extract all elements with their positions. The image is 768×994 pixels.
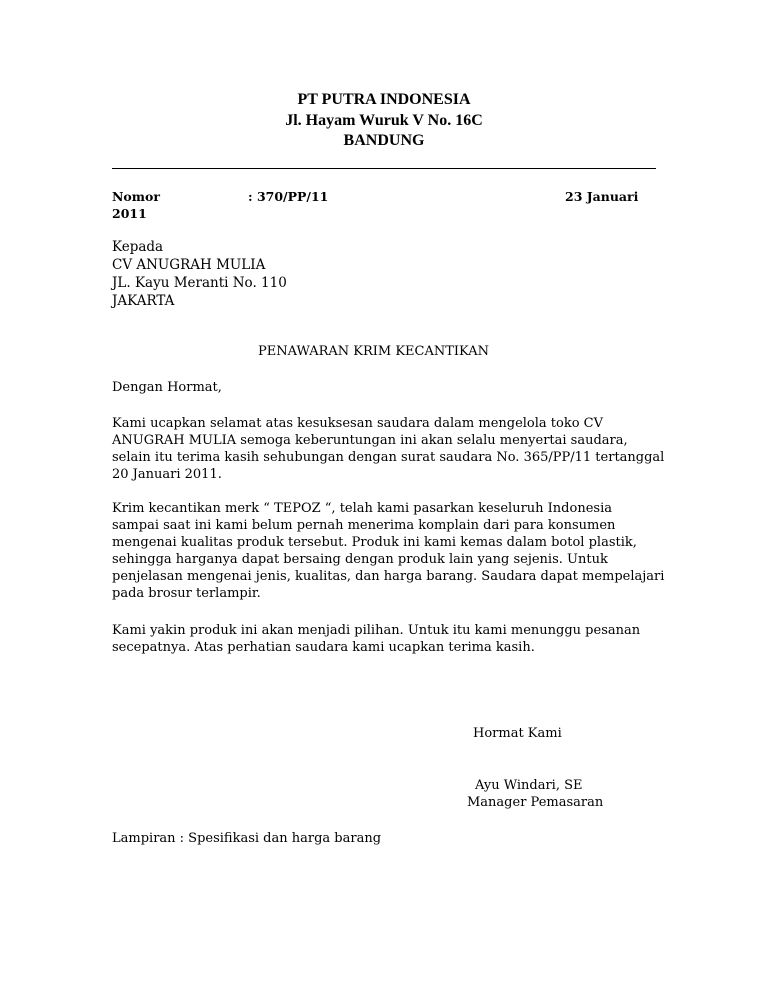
- company-street: Jl. Hayam Wuruk V No. 16C: [285, 111, 483, 129]
- paragraph-line: Krim kecantikan merk “ TEPOZ “, telah kami pasarkan keseluruh Indonesia: [112, 501, 612, 516]
- body-paragraph-2: [112, 500, 665, 602]
- recipient-to-label: Kepada: [112, 239, 164, 255]
- recipient-address: [112, 238, 287, 310]
- letter-date-year: 2011: [112, 206, 147, 221]
- paragraph-line: sehingga harganya dapat bersaing dengan produk lain yang sejenis. Untuk: [112, 552, 608, 567]
- letterhead: [112, 90, 656, 152]
- recipient-street: JL. Kayu Meranti No. 110: [112, 275, 287, 291]
- paragraph-line: 20 Januari 2011.: [112, 467, 222, 482]
- recipient-name: CV ANUGRAH MULIA: [112, 257, 266, 273]
- paragraph-line: selain itu terima kasih sehubungan dengan surat saudara No. 365/PP/11 tertanggal: [112, 450, 665, 465]
- paragraph-line: Kami ucapkan selamat atas kesuksesan saudara dalam mengelola toko CV: [112, 416, 604, 431]
- attachment-note: Lampiran : Spesifikasi dan harga barang: [112, 831, 382, 846]
- company-name: PT PUTRA INDONESIA: [297, 91, 471, 108]
- paragraph-line: sampai saat ini kami belum pernah menerima komplain dari para konsumen: [112, 518, 616, 533]
- recipient-city: JAKARTA: [112, 293, 175, 309]
- paragraph-line: pada brosur terlampir.: [112, 586, 261, 601]
- paragraph-line: penjelasan mengenai jenis, kualitas, dan harga barang. Saudara dapat mempelajari: [112, 569, 665, 584]
- letter-date: 23 Januari: [565, 189, 639, 204]
- reference-number: : 370/PP/11: [248, 189, 329, 204]
- body-paragraph-1: [112, 415, 665, 483]
- reference-label: Nomor: [112, 189, 160, 204]
- paragraph-line: ANUGRAH MULIA semoga keberuntungan ini akan selalu menyertai saudara,: [112, 433, 628, 448]
- body-paragraph-3: [112, 622, 652, 656]
- closing: Hormat Kami: [473, 726, 562, 741]
- letter-subject: PENAWARAN KRIM KECANTIKAN: [258, 344, 490, 359]
- paragraph-line: secepatnya. Atas perhatian saudara kami ucapkan terima kasih.: [112, 640, 535, 655]
- company-city: BANDUNG: [343, 132, 425, 149]
- paragraph-line: mengenai kualitas produk tersebut. Produk ini kami kemas dalam botol plastik,: [112, 535, 637, 550]
- letterhead-divider: [112, 168, 656, 169]
- greeting: Dengan Hormat,: [112, 380, 222, 395]
- signatory-name: Ayu Windari, SE: [475, 778, 583, 793]
- signatory-title: Manager Pemasaran: [467, 795, 604, 810]
- paragraph-line: Kami yakin produk ini akan menjadi pilihan. Untuk itu kami menunggu pesanan: [112, 623, 641, 638]
